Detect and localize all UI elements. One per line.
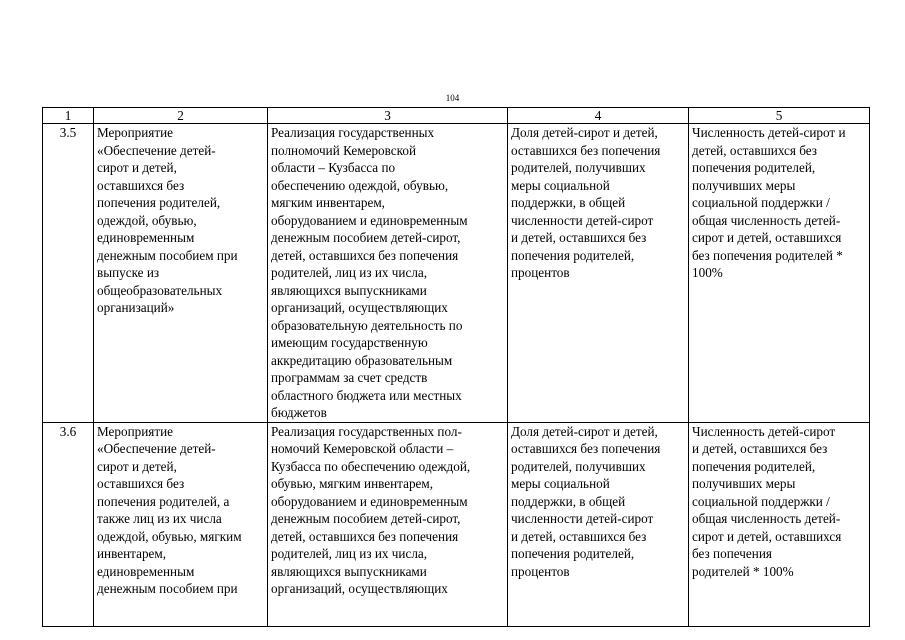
formula-cell: [689, 422, 870, 626]
row-number: [43, 422, 94, 626]
event-name-cell: Мероприятие «Обеспечение детей- сирот и детей, оставшихся без попечения родителей, одеждой, обувью, единовременным денежным пособием при выпуске из общеобразовательных организаций»: [94, 124, 268, 423]
table-row: [43, 422, 870, 626]
indicator-cell: [508, 422, 689, 626]
page-number: 104: [445, 93, 460, 103]
measures-table: [42, 107, 870, 627]
table-row: [43, 124, 870, 423]
event-description-cell: Реализация государственных полномочий Кемеровской области – Кузбасса по обеспечению одеждой, обувью, мягким инвентарем, оборудованием и единовременным денежным пособием детей-сирот, детей, оставшихся без попечения родителей, лиц из их числа, являющихся выпускниками организаций, осуществляющих образовательную деятельность по имеющим государственную аккредитацию образовательным программам за счет средств областного бюджета или местных бюджетов: [268, 124, 508, 423]
column-header: 4: [508, 108, 689, 124]
event-name-cell: [94, 422, 268, 626]
event-description-cell: [268, 422, 508, 626]
event-description-text: Реализация государственных пол- номочий Кемеровской области – Кузбасса по обеспечению одеждой, обувью, мягким инвентарем, оборудованием и единовременным денежным пособием детей-сирот, детей, оставшихся без попечения родителей, лиц из их числа, являющихся выпускниками организаций, осуществляющих: [271, 423, 471, 596]
table-header-row: [43, 108, 870, 124]
event-name-text: Мероприятие «Обеспечение детей- сирот и детей, оставшихся без попечения родителей, а также лиц из их числа одеждой, обувью, мягким инвентарем, единовременным денежным пособием при: [97, 423, 242, 596]
formula-text: Численность детей-сирот и детей, оставшихся без попечения родителей, получивших меры социальной поддержки / общая численность детей- сирот и детей, оставшихся без попечения родителей * 100%: [692, 423, 842, 579]
column-header: 5: [689, 108, 870, 124]
column-header: 1: [43, 108, 94, 124]
formula-cell: Численность детей-сирот и детей, оставшихся без попечения родителей, получивших меры социальной поддержки / общая численность детей- сирот и детей, оставшихся без попечения родителей * 100%: [689, 124, 870, 423]
row-number: 3.5: [43, 124, 94, 423]
row-number-text: 3.6: [59, 423, 77, 439]
indicator-text: Доля детей-сирот и детей, оставшихся без попечения родителей, получивших меры социальной поддержки, в общей численности детей-сирот и детей, оставшихся без попечения родителей, процентов: [511, 423, 661, 579]
column-header: 3: [268, 108, 508, 124]
column-header: 2: [94, 108, 268, 124]
indicator-cell: Доля детей-сирот и детей, оставшихся без попечения родителей, получивших меры социальной поддержки, в общей численности детей-сирот и детей, оставшихся без попечения родителей, процентов: [508, 124, 689, 423]
